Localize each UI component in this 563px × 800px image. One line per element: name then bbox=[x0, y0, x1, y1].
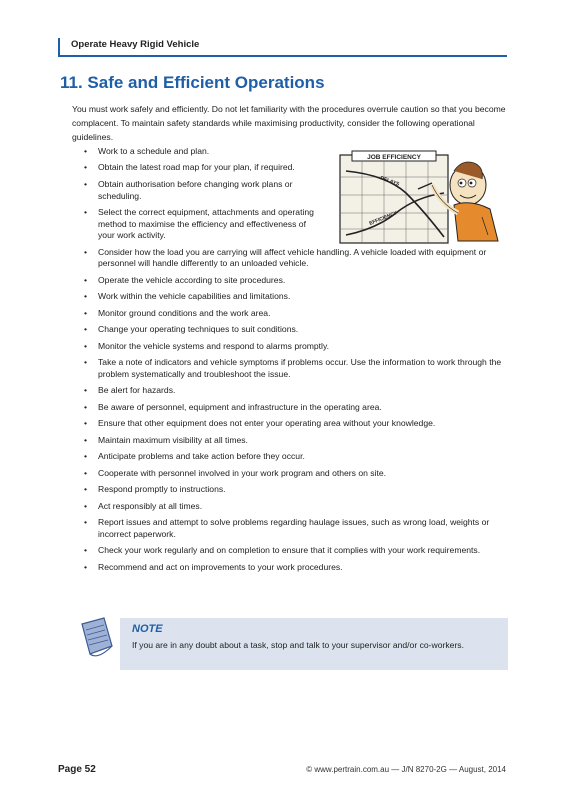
list-item: • Change your operating techniques to suit conditions. bbox=[72, 324, 512, 336]
efficiency-label: EFFICIENCY bbox=[368, 210, 399, 227]
job-efficiency-cartoon bbox=[336, 149, 506, 251]
banner-label: JOB EFFICIENCY bbox=[367, 154, 421, 161]
list-item: • Report issues and attempt to solve problems regarding haulage issues, such as wrong load, weights or incorrect paperwork. bbox=[72, 517, 512, 540]
note-text: If you are in any doubt about a task, stop and talk to your supervisor and/or co-workers. bbox=[132, 640, 464, 650]
list-item: • Work within the vehicle capabilities and limitations. bbox=[72, 291, 512, 303]
intro-paragraph: You must work safely and efficiently. Do not let familiarity with the procedures overrule caution so that you become complacent. To maintain safety standards while maximising productivity, consider the following operational guidelines. bbox=[72, 104, 506, 142]
copyright-line: © www.pertrain.com.au — J/N 8270-2G — August, 2014 bbox=[306, 765, 506, 774]
running-header bbox=[58, 38, 507, 57]
list-item: • Respond promptly to instructions. bbox=[72, 484, 512, 496]
note-box bbox=[120, 618, 508, 670]
list-item: • Take a note of indicators and vehicle symptoms if problems occur. Use the information to work through the problem systematically and troubleshoot the issue. bbox=[72, 357, 512, 380]
list-item: • Consider how the load you are carrying will affect vehicle handling. A vehicle loaded with equipment or personnel will handle differently to an unloaded vehicle. bbox=[72, 247, 512, 270]
list-item: • Operate the vehicle according to site procedures. bbox=[72, 275, 512, 287]
list-item: • Obtain the latest road map for your plan, if required. bbox=[72, 162, 512, 174]
list-item: • Maintain maximum visibility at all times. bbox=[72, 435, 512, 447]
list-item: • Select the correct equipment, attachments and operating method to maximise the efficiency and effectiveness of your work activity. bbox=[72, 207, 318, 242]
list-item: • Obtain authorisation before changing work plans or scheduling. bbox=[72, 179, 318, 202]
list-item: • Monitor ground conditions and the work area. bbox=[72, 308, 512, 320]
note-paper-icon bbox=[76, 616, 116, 660]
list-item: • Act responsibly at all times. bbox=[72, 501, 512, 513]
list-item: • Be alert for hazards. bbox=[72, 385, 512, 397]
delays-label: DELAYS bbox=[379, 175, 401, 188]
list-item: • Be aware of personnel, equipment and infrastructure in the operating area. bbox=[72, 402, 512, 414]
header-title: Operate Heavy Rigid Vehicle bbox=[71, 39, 200, 50]
list-item: • Anticipate problems and take action before they occur. bbox=[72, 451, 512, 463]
section-title: 11. Safe and Efficient Operations bbox=[60, 73, 325, 92]
note-title: NOTE bbox=[132, 623, 163, 635]
list-item: • Monitor the vehicle systems and respond to alarms promptly. bbox=[72, 341, 512, 353]
list-item: • Cooperate with personnel involved in your work program and others on site. bbox=[72, 468, 512, 480]
list-item: • Ensure that other equipment does not enter your operating area without your knowledge. bbox=[72, 418, 512, 430]
page-number: Page 52 bbox=[58, 764, 96, 775]
list-item: • Work to a schedule and plan. bbox=[72, 146, 512, 158]
list-item: • Check your work regularly and on completion to ensure that it complies with your work requirements. bbox=[72, 545, 512, 557]
list-item: • Recommend and act on improvements to your work procedures. bbox=[72, 562, 512, 574]
